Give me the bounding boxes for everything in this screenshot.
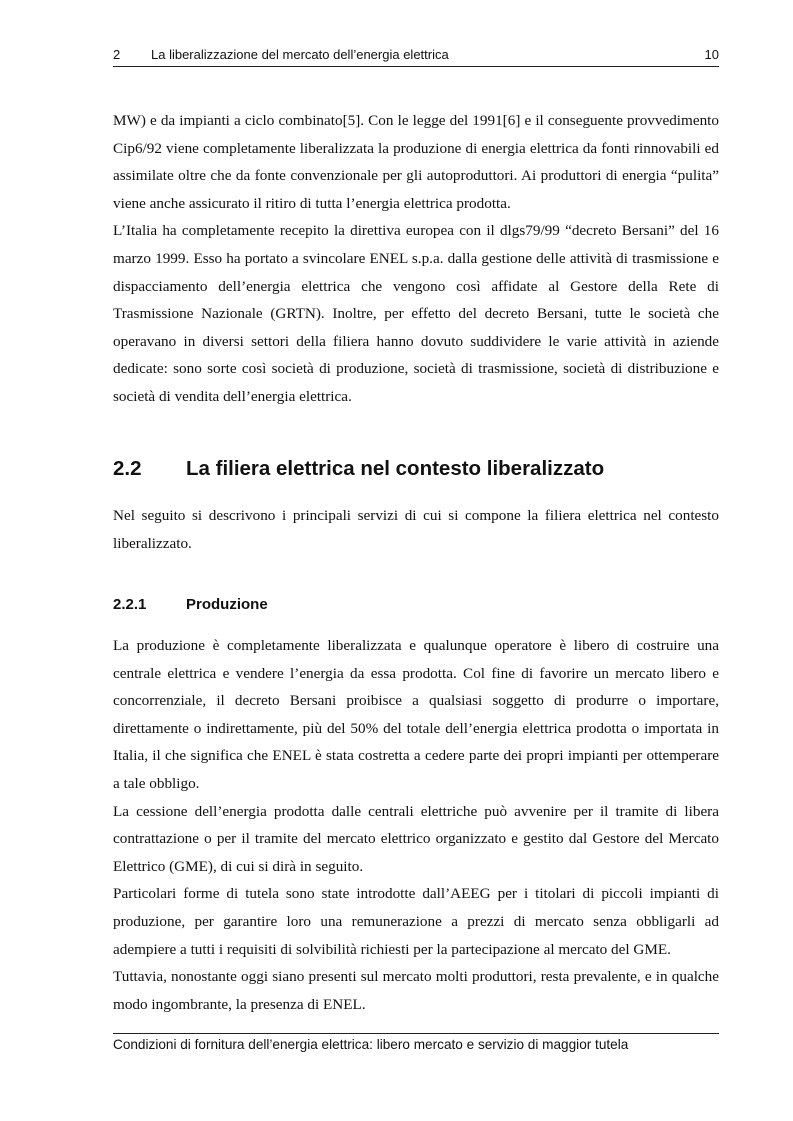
section-number: 2.2 [113, 457, 142, 480]
header-chapter-number: 2 [113, 47, 121, 62]
subsection-title: Produzione [186, 596, 268, 613]
subsection-number: 2.2.1 [113, 596, 147, 613]
running-header [113, 46, 719, 67]
subsection-heading [113, 594, 719, 616]
intro-text [113, 107, 719, 411]
paragraph: La cessione dell’energia prodotta dalle centrali elettriche può avvenire per il tramite di libera contrattazione o per il tramite del mercato elettrico organizzato e gestito dal Gestore del Mercato Elettrico (GME), di cui si dirà in seguito. [113, 802, 719, 875]
paragraph: L’Italia ha completamente recepito la direttiva europea con il dlgs79/99 “decreto Bersani” del 16 marzo 1999. Esso ha portato a svincolare ENEL s.p.a. dalla gestione delle attività di trasmissione e dispacciamento dell’energia elettrica che vengono così affidate al Gestore della Rete di Trasmissione Nazionale (GRTN). Inoltre, per effetto del decreto Bersani, tutte le società che operavano in diversi settori della filiera hanno dovuto suddividere le varie attività in aziende dedicate: sono sorte così società di produzione, società di trasmissione, società di distribuzione e società di vendita dell’energia elettrica. [113, 222, 719, 405]
header-chapter-title: La liberalizzazione del mercato dell’energia elettrica [151, 47, 449, 62]
running-footer [113, 1033, 719, 1055]
paragraph: MW) e da impianti a ciclo combinato[5]. Con le legge del 1991[6] e il conseguente provvedimento Cip6/92 viene completamente liberalizzata la produzione di energia elettrica da fonti rinnovabili ed assimilate oltre che da fonte convenzionale per gli autoproduttori. Ai produttori di energia “pulita” viene anche assicurato il ritiro di tutta l’energia elettrica prodotta. [113, 112, 719, 212]
page-number: 10 [704, 47, 719, 62]
paragraph: La produzione è completamente liberalizzata e qualunque operatore è libero di costruire una centrale elettrica e vendere l’energia da essa prodotta. Col fine di favorire un mercato libero e concorrenziale, il decreto Bersani proibisce a qualsiasi soggetto di produrre o importare, direttamente o indirettamente, più del 50% del totale dell’energia elettrica prodotta o importata in Italia, il che significa che ENEL è stata costretta a cedere parte dei propri impianti per ottemperare a tale obbligo. [113, 637, 719, 792]
paragraph: Tuttavia, nonostante oggi siano presenti sul mercato molti produttori, resta prevalente, e in qualche modo ingombrante, la presenza di ENEL. [113, 968, 719, 1013]
paragraph: Particolari forme di tutela sono state introdotte dall’AEEG per i titolari di piccoli impianti di produzione, per garantire loro una remunerazione a prezzi di mercato senza obbligarli ad adempiere a tutti i requisiti di solvibilità richiesti per la partecipazione al mercato del GME. [113, 885, 719, 958]
section-heading [113, 455, 719, 483]
paragraph: Nel seguito si descrivono i principali servizi di cui si compone la filiera elettrica nel contesto liberalizzato. [113, 507, 719, 552]
section-intro [113, 502, 719, 557]
section-title: La filiera elettrica nel contesto liberalizzato [186, 457, 605, 480]
document-page [113, 0, 719, 1121]
footer-text: Condizioni di fornitura dell’energia elettrica: libero mercato e servizio di maggior tutela [113, 1037, 629, 1052]
subsection-text [113, 632, 719, 1018]
